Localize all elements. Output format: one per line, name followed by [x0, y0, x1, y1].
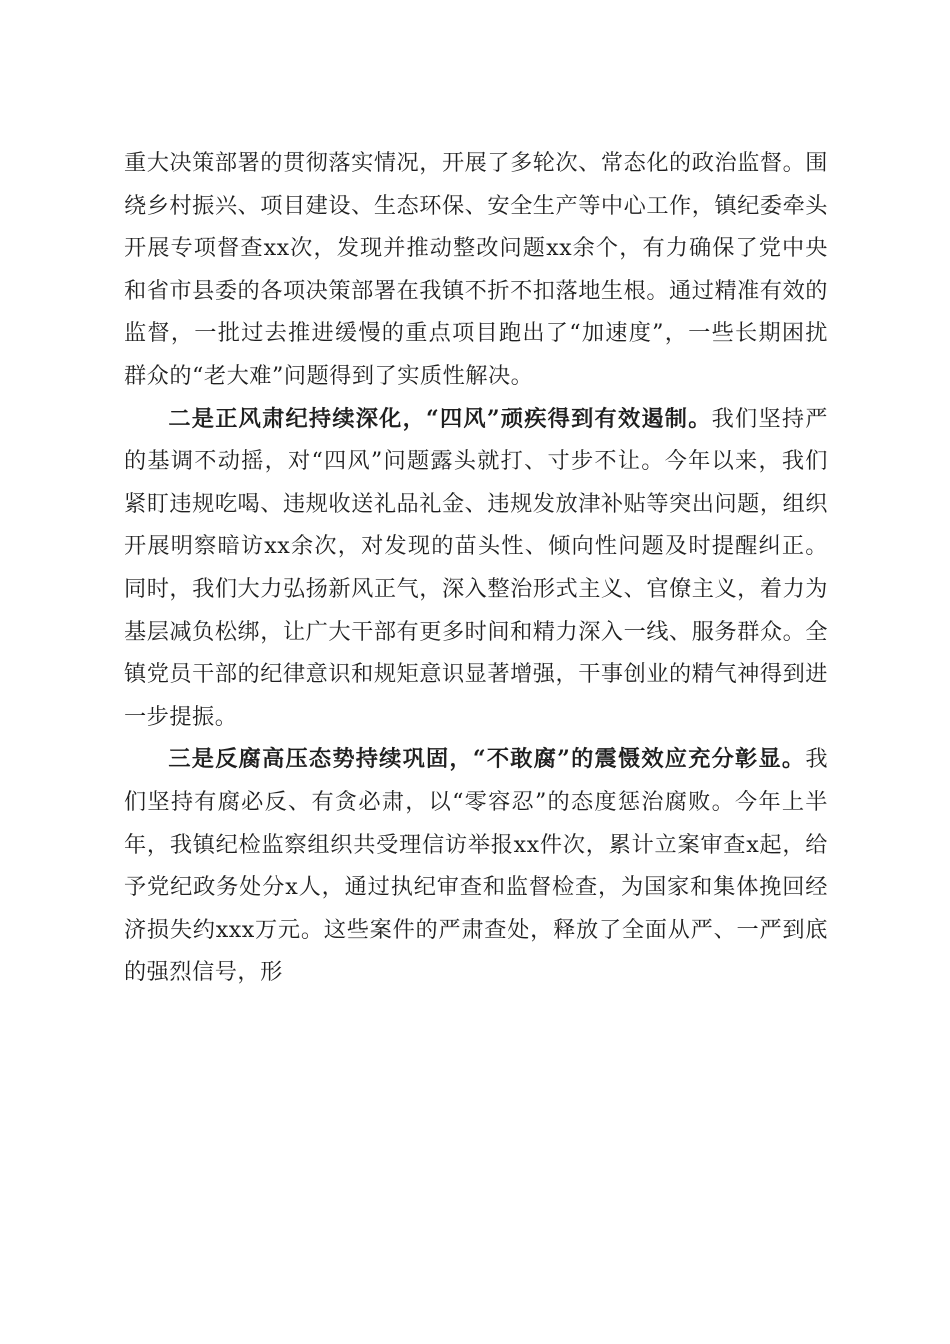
paragraph-2-lead: 二是正风肃纪持续深化，“四风”顽疾得到有效遏制。 — [168, 405, 712, 432]
paragraph-3-lead: 三是反腐高压态势持续巩固，“不敢腐”的震慑效应充分彰显。 — [168, 746, 806, 773]
paragraph-3-text: 我们坚持有腐必反、有贪必肃，以“零容忍”的态度惩治腐败。今年上半年，我镇纪检监察组织共受理信访举报xx件次，累计立案审查x起，给予党纪政务处分x人，通过执纪审查和监督检查，为国家和集体挽回经济损失约xxx万元。这些案件的严肃查处，释放了全面从严、一严到底的强烈信号，形 — [124, 746, 828, 986]
paragraph-3 — [124, 738, 828, 994]
paragraph-1 — [124, 142, 828, 398]
paragraph-1-text: 重大决策部署的贯彻落实情况，开展了多轮次、常态化的政治监督。围绕乡村振兴、项目建设、生态环保、安全生产等中心工作，镇纪委牵头开展专项督查xx次，发现并推动整改问题xx余个，有力确保了党中央和省市县委的各项决策部署在我镇不折不扣落地生根。通过精准有效的监督，一批过去推进缓慢的重点项目跑出了“加速度”，一些长期困扰群众的“老大难”问题得到了实质性解决。 — [124, 150, 828, 389]
paragraph-2-text: 我们坚持严的基调不动摇，对“四风”问题露头就打、寸步不让。今年以来，我们紧盯违规吃喝、违规收送礼品礼金、违规发放津补贴等突出问题，组织开展明察暗访xx余次，对发现的苗头性、倾向性问题及时提醒纠正。同时，我们大力弘扬新风正气，深入整治形式主义、官僚主义，着力为基层减负松绑，让广大干部有更多时间和精力深入一线、服务群众。全镇党员干部的纪律意识和规矩意识显著增强，干事创业的精气神得到进一步提振。 — [124, 405, 828, 730]
document-body — [124, 142, 828, 994]
paragraph-2 — [124, 398, 828, 739]
